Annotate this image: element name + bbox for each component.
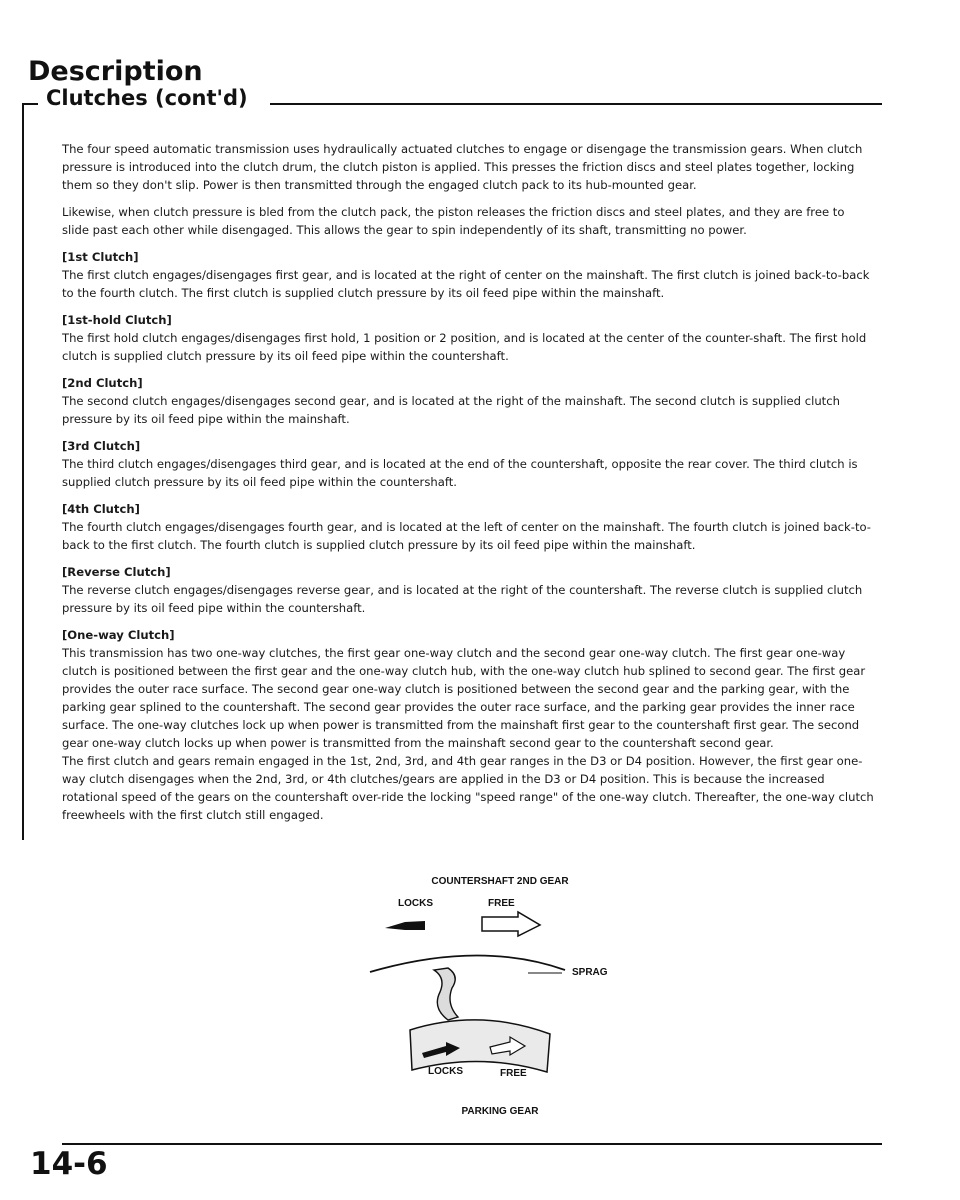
diagram-caption: PARKING GEAR [461,1106,539,1117]
sprag-element [434,968,458,1020]
outer-race-line [370,955,565,972]
top-free-label: FREE [488,898,515,909]
clutch-heading: [4th Clutch] [62,502,140,516]
clutch-1st [62,248,874,302]
page-number: 14-6 [30,1146,108,1182]
clutch-heading: [3rd Clutch] [62,439,141,453]
intro-paragraph: The four speed automatic transmission uses hydraulically actuated clutches to engage or disengage the transmission gears. When clutch pressure is introduced into the clutch drum, the clutch piston is applied. This presses the friction discs and steel plates together, locking them so they don't slip. Power is then transmitted through the engaged clutch pack to its hub-mounted gear. [62,142,863,192]
locks-arrow-icon [385,921,425,930]
clutch-text: The first clutch engages/disengages first gear, and is located at the right of center on the mainshaft. The first clutch is joined back-to-back to the fourth clutch. The first clutch is supplied clutch pressure by its oil feed pipe within the mainshaft. [62,268,870,300]
sprag-label: SPRAG [572,967,608,978]
clutch-heading: [2nd Clutch] [62,376,143,390]
body-text [62,140,874,824]
clutch-text: The reverse clutch engages/disengages reverse gear, and is located at the right of the countershaft. The reverse clutch is supplied clutch pressure by its oil feed pipe within the countershaft. [62,583,863,615]
free-arrow-icon [482,912,540,936]
section-title: Clutches (cont'd) [46,86,248,110]
bottom-rule [62,1143,882,1145]
sprag-drawing [350,870,650,1120]
intro-paragraph: Likewise, when clutch pressure is bled from the clutch pack, the piston releases the friction discs and steel plates, and they are free to slide past each other while disengaged. This allows the gear to spin independently of its shaft, transmitting no power. [62,205,845,237]
clutch-4th [62,500,874,554]
page-title: Description [28,56,203,87]
bottom-free-label: FREE [500,1068,527,1079]
bottom-locks-label: LOCKS [428,1066,463,1077]
clutch-heading: [Reverse Clutch] [62,565,171,579]
section-bracket [22,103,38,840]
clutch-text: The fourth clutch engages/disengages fourth gear, and is located at the left of center on the mainshaft. The fourth clutch is joined back-to-back to the first clutch. The fourth clutch is supplied clutch pressure by its oil feed pipe within the mainshaft. [62,520,871,552]
clutch-text: The third clutch engages/disengages third gear, and is located at the end of the countershaft, opposite the rear cover. The third clutch is supplied clutch pressure by its oil feed pipe within the countershaft. [62,457,858,489]
clutch-2nd [62,374,874,428]
clutch-text-continued: The first clutch and gears remain engaged in the 1st, 2nd, 3rd, and 4th gear ranges in the D3 or D4 position. However, the first gear one-way clutch disengages when the 2nd, 3rd, or 4th clutches/gears are applied in the D3 or D4 position. This is because the increased rotational speed of the gears on the countershaft over-ride the locking "speed range" of the one-way clutch. Thereafter, the one-way clutch freewheels with the first clutch still engaged. [62,754,874,822]
clutch-reverse [62,563,874,617]
clutch-text: This transmission has two one-way clutches, the first gear one-way clutch and the second gear one-way clutch. The first gear one-way clutch is positioned between the first gear and the one-way clutch hub, with the one-way clutch hub splined to second gear. The first gear provides the outer race surface. The second gear one-way clutch is positioned between the second gear and the parking gear, with the parking gear splined to the countershaft. The second gear provides the outer race surface, and the parking gear provides the inner race surface. The one-way clutches lock up when power is transmitted from the mainshaft first gear to the countershaft first gear. The second gear one-way clutch locks up when power is transmitted from the mainshaft second gear to the countershaft second gear. [62,646,866,750]
clutch-one-way [62,626,874,824]
clutch-heading: [One-way Clutch] [62,628,175,642]
clutch-heading: [1st Clutch] [62,250,139,264]
sprag-diagram [350,870,650,1120]
diagram-title: COUNTERSHAFT 2ND GEAR [431,876,569,887]
clutch-3rd [62,437,874,491]
clutch-1st-hold [62,311,874,365]
parking-gear-body [410,1020,550,1072]
clutch-text: The second clutch engages/disengages second gear, and is located at the right of the mainshaft. The second clutch is supplied clutch pressure by its oil feed pipe within the mainshaft. [62,394,840,426]
clutch-text: The first hold clutch engages/disengages first hold, 1 position or 2 position, and is located at the center of the counter-shaft. The first hold clutch is supplied clutch pressure by its oil feed pipe within the countershaft. [62,331,867,363]
clutch-heading: [1st-hold Clutch] [62,313,172,327]
section-rule [270,103,882,105]
top-locks-label: LOCKS [398,898,433,909]
